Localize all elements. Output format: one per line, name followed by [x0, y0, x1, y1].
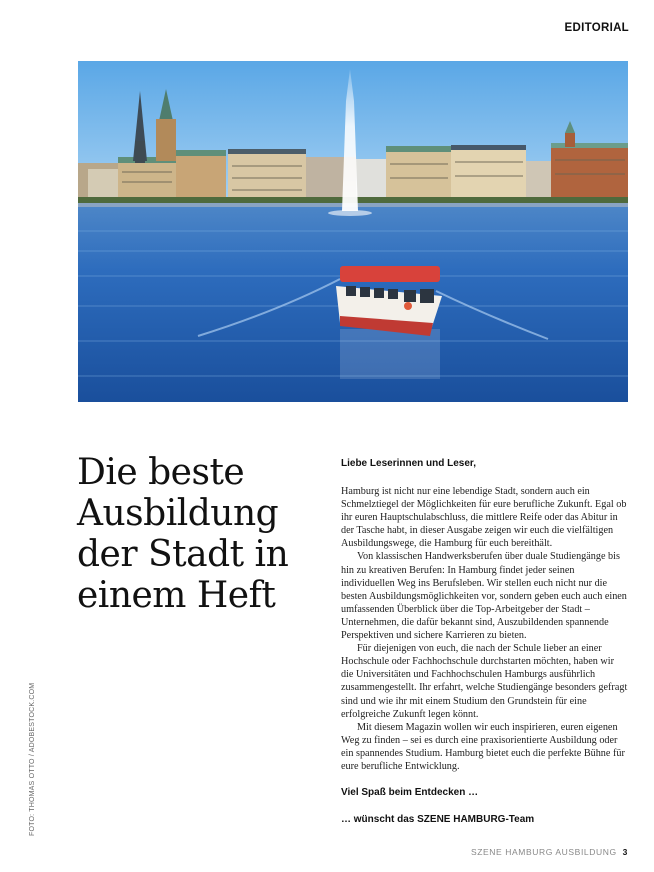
- page-number: 3: [622, 847, 628, 857]
- hero-photo: [78, 61, 628, 402]
- paragraph-4: Mit diesem Magazin wollen wir euch inspirieren, euren eigenen Weg zu finden – sei es durch eine praxisorientierte Ausbildung oder ein spannendes Studium. Hamburg bietet euch die perfekte Bühne für eure berufliche Entwicklung.: [341, 721, 625, 772]
- hamburg-alster-illustration: [78, 61, 628, 402]
- magazine-name: SZENE HAMBURG AUSBILDUNG: [470, 847, 617, 857]
- signoff-line: … wünscht das SZENE HAMBURG-Team: [341, 814, 535, 826]
- greeting: Liebe Leserinnen und Leser,: [341, 458, 477, 469]
- closing-line: Viel Spaß beim Entdecken …: [341, 787, 479, 799]
- paragraph-1: Hamburg ist nicht nur eine lebendige Stadt, sondern auch ein Schmelztiegel der Möglichkeiten für eure berufliche Zukunft. Egal ob ihr euren Hauptschulabschluss, die mittlere Reife oder das Abitur in der Tasche habt, in dieser Ausgabe zeigen wir euch die vielfältigen Ausbildungswege, die Hamburg für euch bereithält.: [341, 486, 627, 550]
- page-footer: [471, 847, 628, 857]
- section-label: EDITORIAL: [564, 22, 629, 34]
- headline: Die beste Ausbildung der Stadt in einem Heft: [77, 452, 289, 616]
- paragraph-2: Von klassischen Handwerksberufen über duale Studiengänge bis hin zu kreativen Berufen: In Hamburg findet jeder seinen individuellen Weg ins Berufsleben. Wir stellen euch nicht nur die besten Ausbildungsmöglichkeiten vor, sondern geben euch auch einen umfassenden Überblick über die Top-Arbeitgeber der Stadt – Unternehmen, die dafür bekannt sind, Auszubildenden spannende Perspektiven und sichere Karrieren zu bieten.: [341, 551, 627, 642]
- editorial-text: [341, 458, 628, 825]
- ferry-boat: [336, 266, 442, 336]
- photo-credit: FOTO: THOMAS OTTO / ADOBESTOCK.COM: [29, 682, 36, 836]
- paragraph-3: Für diejenigen von euch, die nach der Schule lieber an einer Hochschule oder Fachhochschule durchstarten möchten, haben wir die Universitäten und Fachhochschulen Hamburgs ausführlich zusammengestellt. Ihr erfahrt, welche Studiengänge besonders gefragt sind und wie ihr mit einem Studium den Grundstein für eine erfolgreiche Zukunft legen könnt.: [341, 643, 628, 720]
